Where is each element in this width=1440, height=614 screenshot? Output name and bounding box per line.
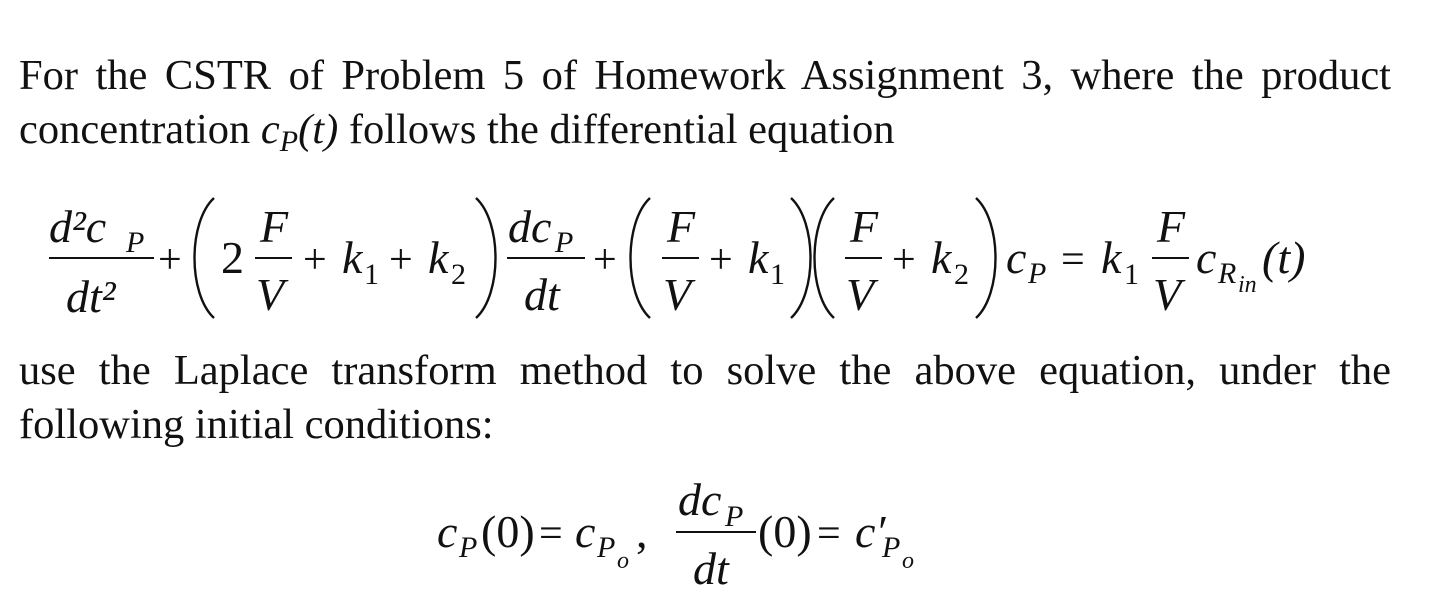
rate-constant-k1-b-subscript: 1 [770, 258, 785, 291]
ic-cP-argument: (0) [481, 506, 535, 557]
volume-V-3: V [846, 269, 875, 320]
product-concentration-cP: c [1006, 232, 1027, 283]
product-concentration-cP-subscript: P [1028, 257, 1047, 290]
rate-constant-k1-subscript: 1 [364, 258, 379, 291]
ic-cP: c [437, 506, 458, 557]
inlet-concentration-c: c [1196, 232, 1217, 283]
first-derivative-numerator-subscript: P [555, 226, 574, 259]
differential-equation [49, 198, 1305, 322]
flow-volume-fraction-rhs [1152, 201, 1189, 320]
second-derivative-numerator: d²c [49, 201, 107, 252]
right-paren-2 [791, 198, 811, 318]
flow-F-3: F [850, 201, 879, 252]
ic-equals-2: = [817, 511, 841, 557]
ic-cPo-prime-subsubscript: o [902, 548, 914, 574]
ic-equals-1: = [539, 511, 563, 557]
ic-cPo-subscript: P [597, 531, 616, 564]
first-derivative-denominator: dt [524, 269, 560, 320]
second-derivative-fraction [49, 201, 154, 322]
plus-sign-1: + [158, 237, 182, 283]
left-paren-2 [631, 198, 651, 318]
volume-V-2: V [663, 269, 692, 320]
ic-cPo: c [575, 506, 596, 557]
inlet-concentration-argument: (t) [1262, 232, 1306, 283]
product-concentration-symbol: $c_P(t)$ [260, 106, 339, 158]
rate-constant-k1-rhs: k [1101, 232, 1122, 283]
flow-F-2: F [667, 201, 696, 252]
volume-V-rhs: V [1153, 269, 1182, 320]
rate-constant-k1-b: k [748, 232, 769, 283]
initial-conditions-equation [437, 474, 914, 594]
flow-volume-fraction-3 [845, 201, 882, 320]
inlet-concentration-subscript-in: in [1238, 272, 1257, 298]
ic-derivative-numerator: dc [678, 474, 722, 525]
first-derivative-numerator: dc [508, 201, 552, 252]
left-paren-1 [195, 198, 215, 318]
second-derivative-denominator: dt² [66, 271, 116, 322]
first-derivative-fraction [507, 201, 585, 320]
plus-sign-3: + [389, 237, 413, 283]
ic-comma: , [636, 506, 648, 557]
rate-constant-k2-b: k [931, 232, 952, 283]
plus-sign-2: + [303, 237, 327, 283]
problem-statement-instruction: use the Laplace transform method to solve the above equation, under the following initial conditions: [19, 347, 1391, 448]
right-paren-3 [976, 198, 996, 318]
plus-sign-5: + [709, 237, 733, 283]
intro-text-before: For the CSTR of Problem 5 of Homework Assignment 3, where the product concentration [19, 52, 1391, 153]
plus-sign-4: + [593, 237, 617, 283]
rate-constant-k1: k [342, 232, 363, 283]
ic-derivative-numerator-subscript: P [725, 500, 744, 533]
second-derivative-numerator-subscript: P [126, 226, 145, 259]
flow-volume-fraction-2 [662, 201, 699, 320]
equals-sign-main: = [1061, 237, 1085, 283]
ic-derivative-fraction [676, 474, 756, 594]
ic-derivative-denominator: dt [693, 543, 729, 594]
flow-volume-fraction-1 [255, 201, 292, 320]
left-paren-3 [815, 198, 835, 318]
flow-F-rhs: F [1157, 201, 1186, 252]
ic-cP-subscript: P [459, 531, 478, 564]
coefficient-two: 2 [221, 232, 244, 283]
right-paren-1 [476, 198, 496, 318]
ic-derivative-argument: (0) [758, 506, 812, 557]
inlet-concentration-subscript-R: R [1218, 257, 1237, 290]
rate-constant-k2: k [428, 232, 449, 283]
ic-cPo-prime-subscript: P [882, 531, 901, 564]
intro-text-after: follows the differential equation [338, 106, 895, 153]
rate-constant-k2-b-subscript: 2 [954, 258, 969, 291]
flow-F-1: F [260, 201, 289, 252]
ic-cPo-subsubscript: o [617, 548, 629, 574]
rate-constant-k1-rhs-subscript: 1 [1124, 258, 1139, 291]
volume-V-1: V [256, 269, 285, 320]
plus-sign-6: + [892, 237, 916, 283]
ic-cPo-prime: c′ [855, 506, 886, 557]
rate-constant-k2-subscript: 2 [451, 258, 466, 291]
